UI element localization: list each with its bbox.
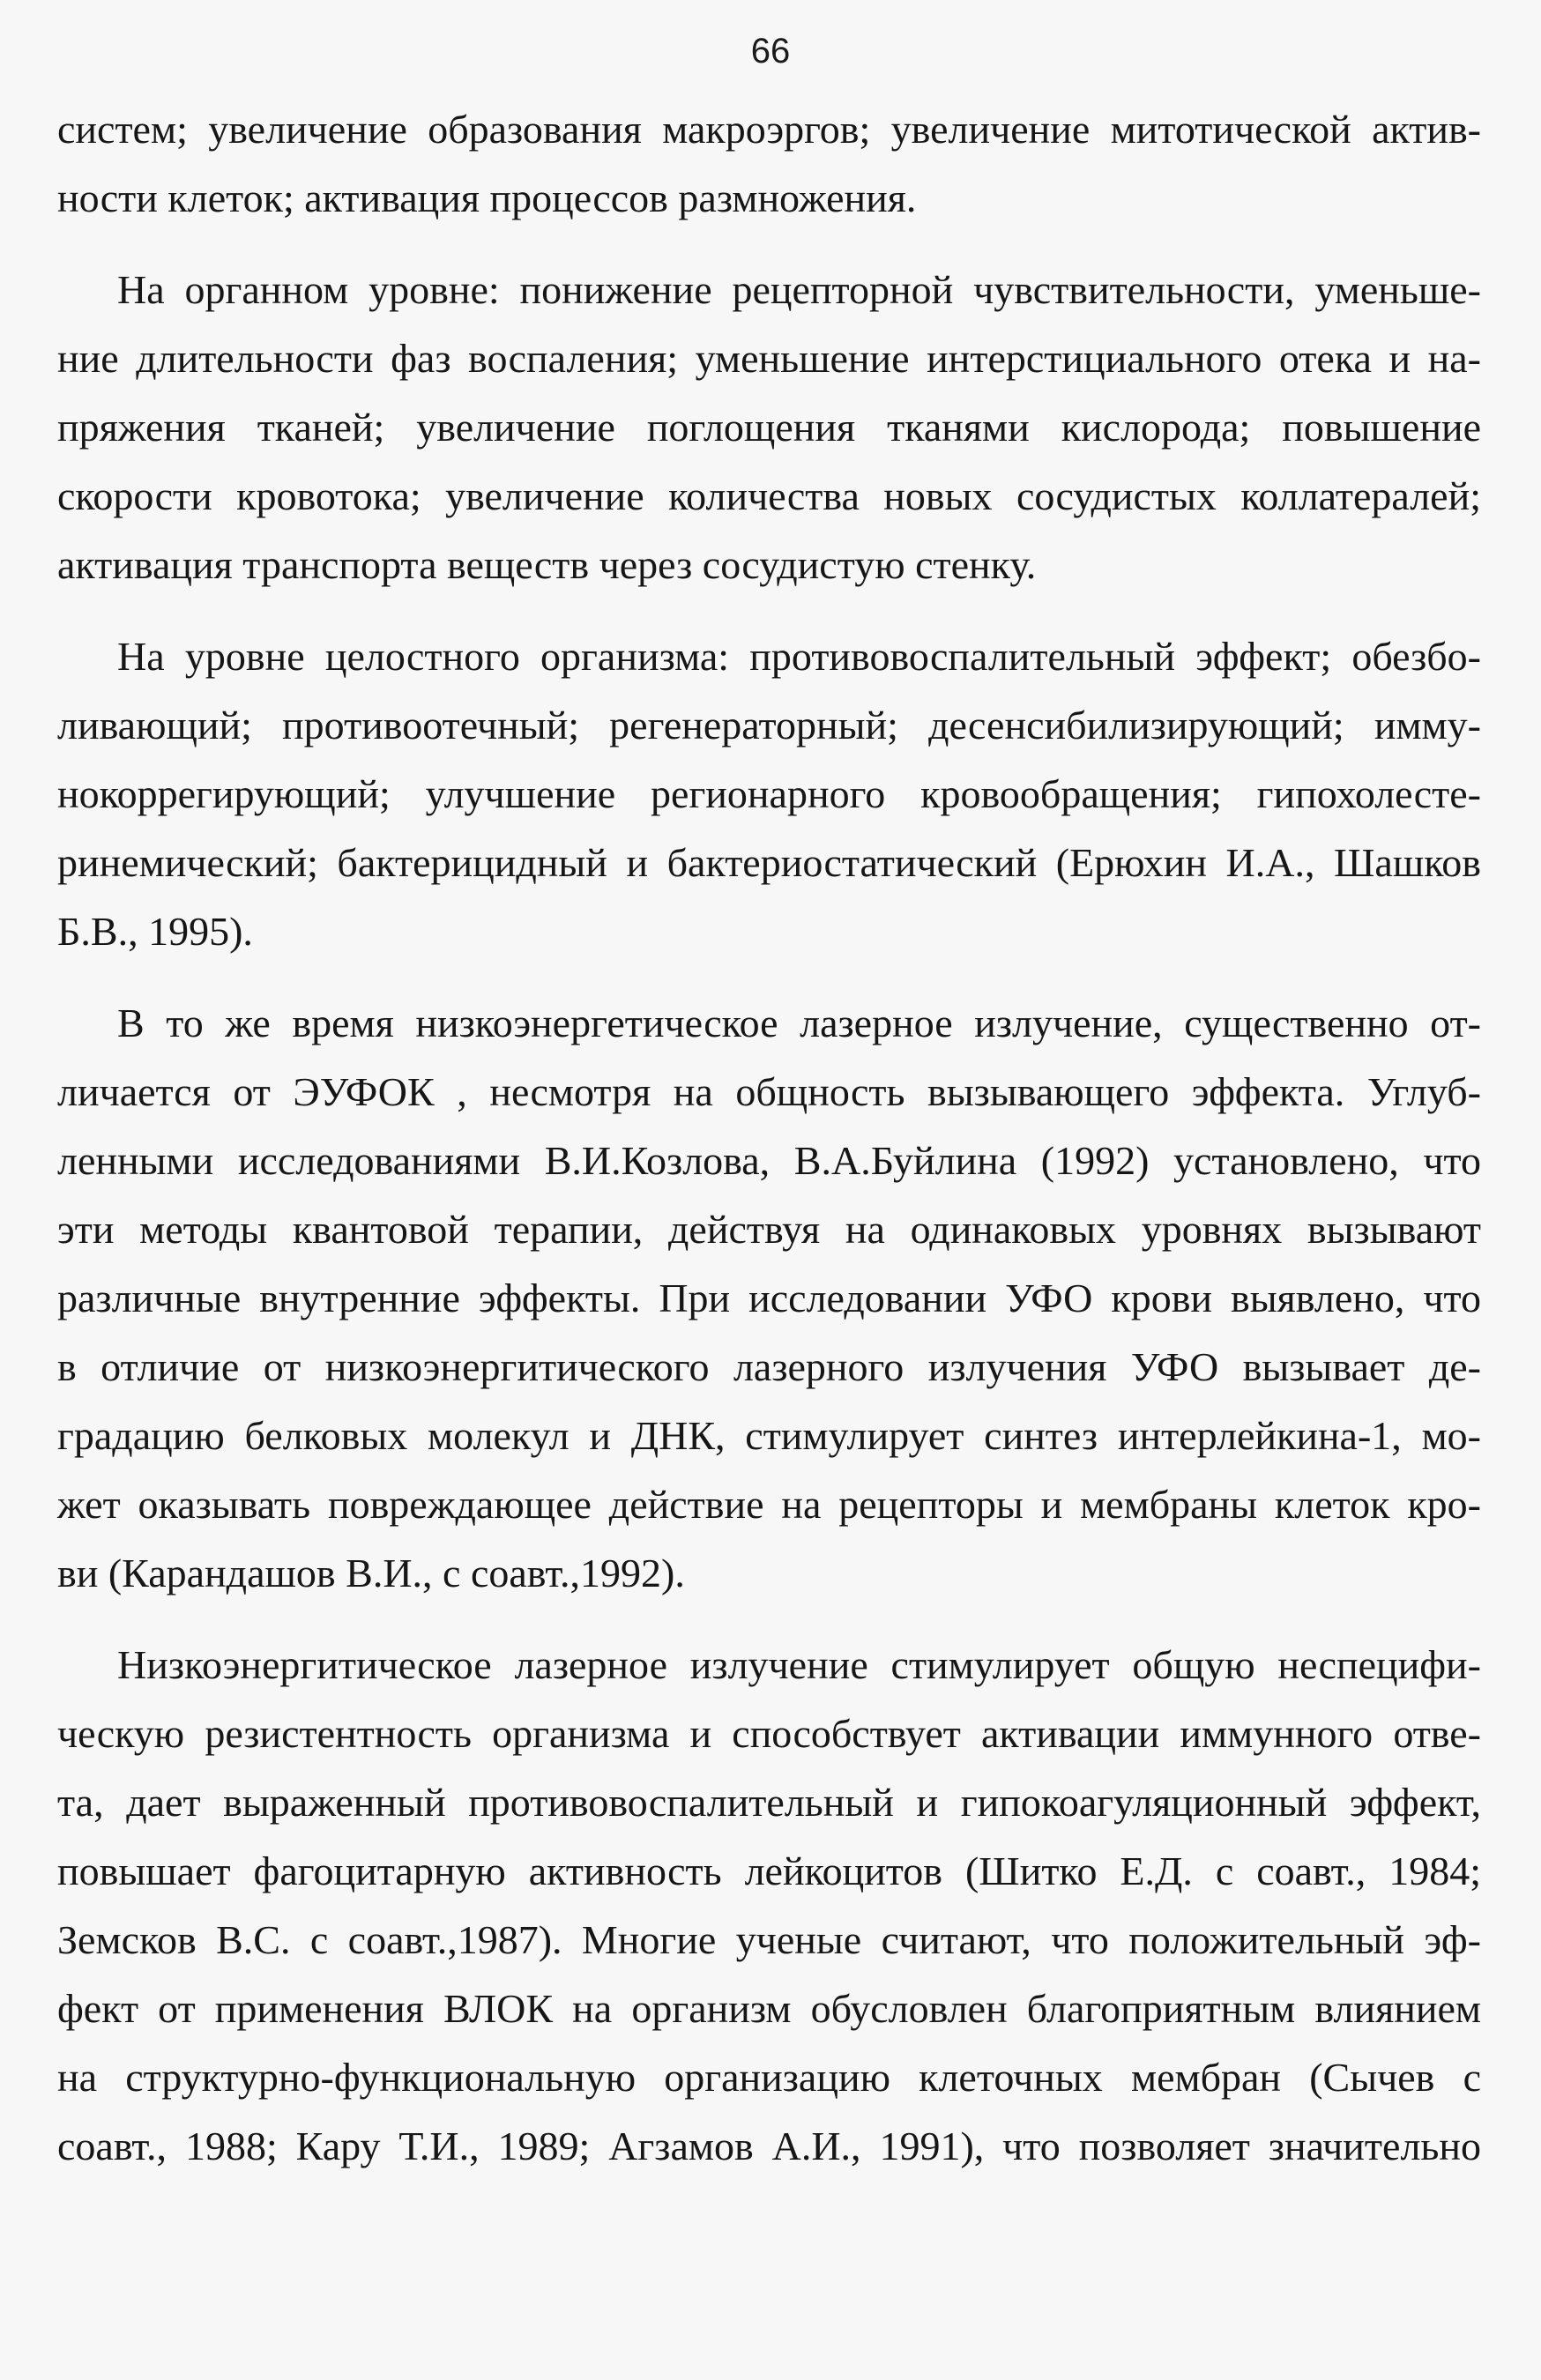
- paragraph-1: [57, 95, 1481, 233]
- text-line: нокоррегирующий; улучшение регионарного кровообращения; гипохолесте-: [57, 771, 1481, 816]
- paragraph-3: [57, 622, 1481, 966]
- text-line: ринемический; бактерицидный и бактериостатический (Ерюхин И.А., Шашков: [57, 840, 1481, 885]
- page-number: 66: [750, 32, 791, 71]
- text-line: личается от ЭУФОК , несмотря на общность вызывающего эффекта. Углуб-: [57, 1069, 1481, 1114]
- text-line: ви (Карандашов В.И., с соавт.,1992).: [57, 1551, 685, 1595]
- text-line: В то же время низкоэнергетическое лазерное излучение, существенно от-: [117, 1000, 1481, 1045]
- text-line: пряжения тканей; увеличение поглощения тканями кислорода; повышение: [57, 405, 1481, 450]
- text-line: повышает фагоцитарную активность лейкоцитов (Шитко Е.Д. с соавт., 1984;: [57, 1848, 1481, 1893]
- paragraph-2: [57, 256, 1481, 599]
- text-line: ленными исследованиями В.И.Козлова, В.А.Буйлина (1992) установлено, что: [57, 1138, 1481, 1183]
- text-line: фект от применения ВЛОК на организм обусловлен благоприятным влиянием: [57, 1986, 1481, 2031]
- paragraph-4: [57, 989, 1481, 1608]
- text-line: различные внутренние эффекты. При исследовании УФО крови выявлено, что: [57, 1276, 1481, 1320]
- text-line: та, дает выраженный противовоспалительный и гипокоагуляционный эффект,: [57, 1780, 1481, 1825]
- page-body: [57, 95, 1481, 2181]
- text-line: активация транспорта веществ через сосудистую стенку.: [57, 542, 1037, 587]
- text-line: градацию белковых молекул и ДНК, стимулирует синтез интерлейкина-1, мо-: [57, 1413, 1481, 1458]
- text-line: ние длительности фаз воспаления; уменьшение интерстициального отека и на-: [57, 336, 1481, 381]
- text-line: жет оказывать повреждающее действие на рецепторы и мембраны клеток кро-: [57, 1482, 1481, 1527]
- text-line: ности клеток; активация процессов размножения.: [57, 175, 917, 220]
- text-line: скорости кровотока; увеличение количества новых сосудистых коллатералей;: [57, 473, 1481, 518]
- text-line: эти методы квантовой терапии, действуя на одинаковых уровнях вызывают: [57, 1207, 1481, 1252]
- paragraph-5: [57, 1631, 1481, 2181]
- text-line: систем; увеличение образования макроэргов; увеличение митотической актив-: [57, 107, 1481, 152]
- text-line: ческую резистентность организма и способствует активации иммунного отве-: [57, 1711, 1481, 1756]
- text-line: На органном уровне: понижение рецепторной чувствительности, уменьше-: [117, 267, 1481, 312]
- text-line: соавт., 1988; Кару Т.И., 1989; Агзамов А.И., 1991), что позволяет значительно: [57, 2123, 1481, 2168]
- text-line: ливающий; противоотечный; регенераторный; десенсибилизирующий; имму-: [57, 703, 1481, 747]
- text-line: Б.В., 1995).: [57, 909, 253, 954]
- text-line: на структурно-функциональную организацию клеточных мембран (Сычев с: [57, 2055, 1481, 2100]
- text-line: На уровне целостного организма: противовоспалительный эффект; обезбо-: [117, 634, 1481, 679]
- text-line: в отличие от низкоэнергитического лазерного излучения УФО вызывает де-: [57, 1344, 1481, 1389]
- text-line: Низкоэнергитическое лазерное излучение стимулирует общую неспецифи-: [117, 1642, 1481, 1687]
- text-line: Земсков В.С. с соавт.,1987). Многие ученые считают, что положительный эф-: [57, 1917, 1481, 1962]
